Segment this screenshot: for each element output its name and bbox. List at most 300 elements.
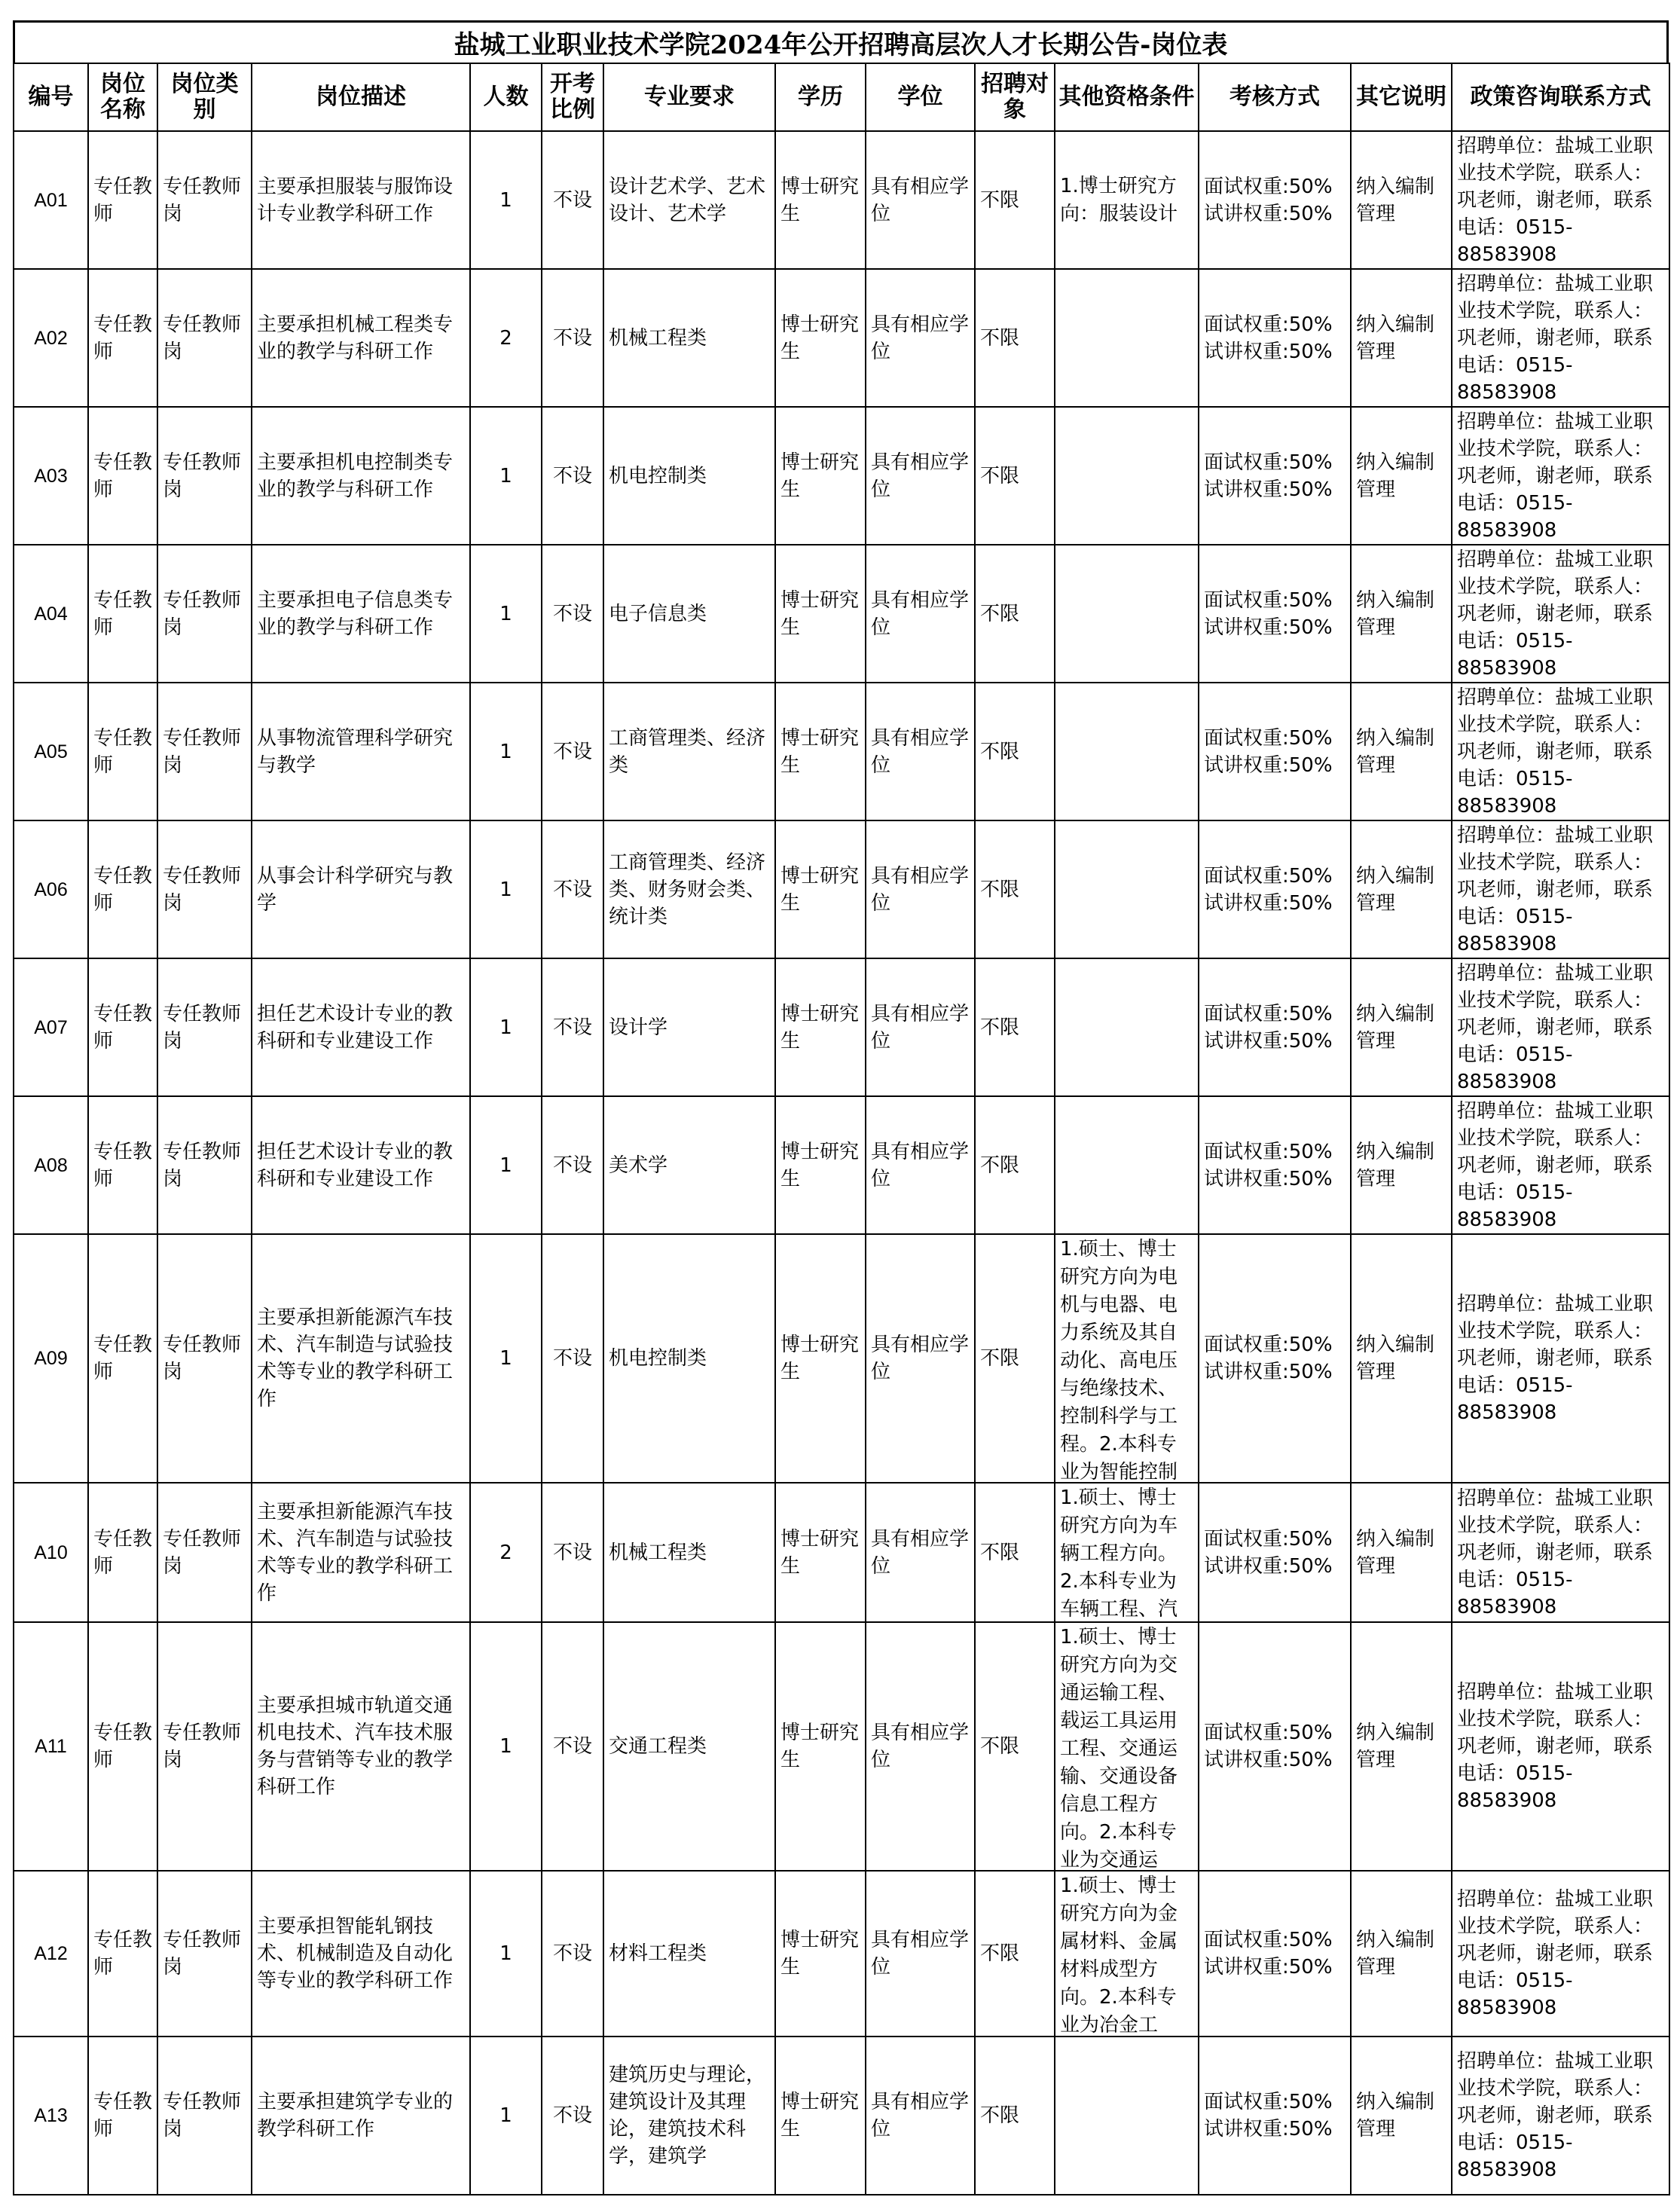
table-row	[14, 1483, 1669, 1622]
cell-edu	[775, 407, 866, 545]
major-text: 交通工程类	[609, 1735, 707, 1758]
target-text: 不限	[980, 1347, 1020, 1370]
count-text: 2	[499, 1541, 512, 1564]
note-text: 纳入编制管理	[1356, 1929, 1435, 1978]
cell-degree	[866, 683, 975, 820]
cell-edu	[775, 683, 866, 820]
code-text: A12	[34, 1943, 68, 1964]
cell-ratio	[542, 820, 603, 958]
cell-name	[88, 269, 157, 407]
note-text: 纳入编制管理	[1356, 1334, 1435, 1383]
category-text: 专任教师岗	[163, 1527, 242, 1578]
cell-target	[975, 2037, 1055, 2195]
cell-other	[1055, 1622, 1199, 1871]
cell-code	[14, 407, 88, 545]
cell-degree	[866, 1483, 975, 1622]
cell-target	[975, 131, 1055, 269]
desc-text: 主要承担电子信息类专业的教学与科研工作	[257, 588, 454, 639]
cell-other	[1055, 683, 1199, 820]
cell-category	[157, 269, 252, 407]
name-text: 专任教师	[93, 726, 152, 777]
cell-note	[1351, 407, 1452, 545]
cell-major	[603, 407, 775, 545]
cell-desc	[252, 1234, 470, 1483]
code-text: A03	[34, 465, 68, 487]
cell-ratio	[542, 131, 603, 269]
target-text: 不限	[980, 188, 1020, 212]
cell-name	[88, 2037, 157, 2195]
contact-text: 招聘单位：盐城工业职业技术学院，联系人：巩老师，谢老师，联系电话：0515-88583908	[1457, 1681, 1654, 1812]
edu-text: 博士研究生	[780, 451, 860, 501]
cell-name	[88, 1622, 157, 1871]
major-text: 设计学	[609, 1016, 668, 1039]
degree-text: 具有相应学位	[871, 588, 970, 639]
header-exam: 考核方式	[1199, 63, 1351, 131]
category-text: 专任教师岗	[163, 588, 242, 639]
degree-text: 具有相应学位	[871, 1334, 970, 1383]
header-code: 编号	[14, 63, 88, 131]
cell-ratio	[542, 1622, 603, 1871]
cell-degree	[866, 1234, 975, 1483]
cell-code	[14, 2037, 88, 2195]
contact-text: 招聘单位：盐城工业职业技术学院，联系人：巩老师，谢老师，联系电话：0515-88583908	[1457, 411, 1654, 542]
header-name: 岗位名称	[88, 63, 157, 131]
ratio-text: 不设	[552, 188, 592, 212]
cell-ratio	[542, 2037, 603, 2195]
contact-text: 招聘单位：盐城工业职业技术学院，联系人：巩老师，谢老师，联系电话：0515-88583908	[1457, 1888, 1654, 2019]
cell-ratio	[542, 545, 603, 683]
target-text: 不限	[980, 740, 1020, 763]
note-text: 纳入编制管理	[1356, 726, 1435, 777]
note-text: 纳入编制管理	[1356, 1140, 1435, 1190]
cell-target	[975, 1622, 1055, 1871]
ratio-text: 不设	[552, 878, 592, 901]
cell-code	[14, 131, 88, 269]
job-table	[13, 63, 1670, 2195]
exam-text: 面试权重:50% 试讲权重:50%	[1204, 175, 1333, 225]
contact-text: 招聘单位：盐城工业职业技术学院，联系人：巩老师，谢老师，联系电话：0515-88583908	[1457, 273, 1654, 404]
exam-text: 面试权重:50% 试讲权重:50%	[1204, 2091, 1333, 2140]
category-text: 专任教师岗	[163, 2091, 242, 2140]
cell-degree	[866, 1871, 975, 2037]
count-text: 1	[499, 2104, 512, 2127]
exam-text: 面试权重:50% 试讲权重:50%	[1204, 1527, 1333, 1578]
ratio-text: 不设	[552, 1153, 592, 1177]
cell-category	[157, 1096, 252, 1234]
cell-name	[88, 1483, 157, 1622]
table-row	[14, 958, 1669, 1096]
exam-text: 面试权重:50% 试讲权重:50%	[1204, 726, 1333, 777]
name-text: 专任教师	[93, 1140, 152, 1190]
category-text: 专任教师岗	[163, 1140, 242, 1190]
degree-text: 具有相应学位	[871, 1527, 970, 1578]
cell-edu	[775, 1871, 866, 2037]
cell-count	[470, 1871, 542, 2037]
note-text: 纳入编制管理	[1356, 1527, 1435, 1578]
note-text: 纳入编制管理	[1356, 1002, 1435, 1053]
cell-contact	[1452, 820, 1669, 958]
contact-text: 招聘单位：盐城工业职业技术学院，联系人：巩老师，谢老师，联系电话：0515-88583908	[1457, 135, 1654, 266]
cell-exam	[1199, 958, 1351, 1096]
desc-text: 从事物流管理科学研究与教学	[257, 726, 454, 777]
cell-major	[603, 131, 775, 269]
cell-major	[603, 1622, 775, 1871]
cell-category	[157, 131, 252, 269]
cell-edu	[775, 2037, 866, 2195]
cell-edu	[775, 1096, 866, 1234]
edu-text: 博士研究生	[780, 1140, 860, 1190]
desc-text: 主要承担机电控制类专业的教学与科研工作	[257, 451, 454, 501]
cell-count	[470, 131, 542, 269]
degree-text: 具有相应学位	[871, 313, 970, 363]
cell-major	[603, 545, 775, 683]
name-text: 专任教师	[93, 451, 152, 501]
table-row	[14, 1234, 1669, 1483]
cell-ratio	[542, 1096, 603, 1234]
exam-text: 面试权重:50% 试讲权重:50%	[1204, 864, 1333, 915]
cell-desc	[252, 683, 470, 820]
cell-ratio	[542, 407, 603, 545]
name-text: 专任教师	[93, 588, 152, 639]
name-text: 专任教师	[93, 1527, 152, 1578]
cell-degree	[866, 958, 975, 1096]
name-text: 专任教师	[93, 1002, 152, 1053]
header-category: 岗位类别	[157, 63, 252, 131]
cell-note	[1351, 2037, 1452, 2195]
name-text: 专任教师	[93, 1929, 152, 1978]
job-table-sheet	[13, 20, 1669, 2195]
cell-code	[14, 683, 88, 820]
major-text: 机电控制类	[609, 464, 707, 487]
cell-target	[975, 545, 1055, 683]
table-row	[14, 820, 1669, 958]
table-row	[14, 683, 1669, 820]
cell-edu	[775, 269, 866, 407]
cell-desc	[252, 2037, 470, 2195]
note-text: 纳入编制管理	[1356, 313, 1435, 363]
cell-exam	[1199, 820, 1351, 958]
note-text: 纳入编制管理	[1356, 864, 1435, 915]
cell-contact	[1452, 683, 1669, 820]
category-text: 专任教师岗	[163, 1002, 242, 1053]
cell-count	[470, 269, 542, 407]
desc-text: 主要承担城市轨道交通机电技术、汽车技术服务与营销等专业的教学科研工作	[257, 1694, 454, 1798]
ratio-text: 不设	[552, 326, 592, 350]
category-text: 专任教师岗	[163, 313, 242, 363]
note-text: 纳入编制管理	[1356, 588, 1435, 639]
name-text: 专任教师	[93, 1722, 152, 1771]
cell-code	[14, 1871, 88, 2037]
cell-other	[1055, 958, 1199, 1096]
code-text: A08	[34, 1154, 68, 1176]
table-row	[14, 131, 1669, 269]
cell-note	[1351, 131, 1452, 269]
degree-text: 具有相应学位	[871, 451, 970, 501]
cell-degree	[866, 820, 975, 958]
category-text: 专任教师岗	[163, 726, 242, 777]
cell-degree	[866, 269, 975, 407]
cell-desc	[252, 131, 470, 269]
ratio-text: 不设	[552, 1942, 592, 1965]
major-text: 机械工程类	[609, 326, 707, 350]
ratio-text: 不设	[552, 602, 592, 625]
cell-ratio	[542, 958, 603, 1096]
cell-other	[1055, 545, 1199, 683]
cell-category	[157, 1871, 252, 2037]
target-text: 不限	[980, 1942, 1020, 1965]
cell-desc	[252, 820, 470, 958]
cell-name	[88, 820, 157, 958]
cell-major	[603, 820, 775, 958]
cell-exam	[1199, 683, 1351, 820]
cell-target	[975, 1871, 1055, 2037]
target-text: 不限	[980, 326, 1020, 350]
category-text: 专任教师岗	[163, 1334, 242, 1383]
cell-edu	[775, 958, 866, 1096]
cell-major	[603, 2037, 775, 2195]
cell-count	[470, 545, 542, 683]
cell-major	[603, 269, 775, 407]
note-text: 纳入编制管理	[1356, 451, 1435, 501]
cell-contact	[1452, 1096, 1669, 1234]
count-text: 1	[499, 878, 512, 901]
count-text: 1	[499, 1153, 512, 1177]
table-row	[14, 1871, 1669, 2037]
degree-text: 具有相应学位	[871, 1929, 970, 1978]
cell-note	[1351, 1096, 1452, 1234]
note-text: 纳入编制管理	[1356, 1722, 1435, 1771]
count-text: 1	[499, 1347, 512, 1370]
edu-text: 博士研究生	[780, 588, 860, 639]
degree-text: 具有相应学位	[871, 726, 970, 777]
edu-text: 博士研究生	[780, 313, 860, 363]
cell-count	[470, 1234, 542, 1483]
major-text: 美术学	[609, 1153, 668, 1177]
category-text: 专任教师岗	[163, 864, 242, 915]
other-text: 1.硕士、博士研究方向为交通运输工程、载运工具运用工程、交通运输、交通设备信息工程方向。2.本科专业为交通运	[1060, 1626, 1178, 1869]
target-text: 不限	[980, 1735, 1020, 1758]
table-row	[14, 1096, 1669, 1234]
cell-exam	[1199, 1483, 1351, 1622]
cell-contact	[1452, 269, 1669, 407]
other-text: 1.硕士、博士研究方向为金属材料、金属材料成型方向。2.本科专业为冶金工	[1060, 1875, 1178, 2035]
edu-text: 博士研究生	[780, 1929, 860, 1978]
cell-code	[14, 1622, 88, 1871]
cell-target	[975, 820, 1055, 958]
cell-exam	[1199, 131, 1351, 269]
code-text: A05	[34, 741, 68, 762]
cell-desc	[252, 407, 470, 545]
ratio-text: 不设	[552, 1347, 592, 1370]
cell-edu	[775, 545, 866, 683]
code-text: A02	[34, 327, 68, 349]
category-text: 专任教师岗	[163, 1929, 242, 1978]
contact-text: 招聘单位：盐城工业职业技术学院，联系人：巩老师，谢老师，联系电话：0515-88583908	[1457, 824, 1654, 955]
edu-text: 博士研究生	[780, 175, 860, 225]
contact-text: 招聘单位：盐城工业职业技术学院，联系人：巩老师，谢老师，联系电话：0515-88583908	[1457, 962, 1654, 1093]
cell-count	[470, 1622, 542, 1871]
name-text: 专任教师	[93, 2091, 152, 2140]
cell-code	[14, 1483, 88, 1622]
edu-text: 博士研究生	[780, 2091, 860, 2140]
cell-edu	[775, 820, 866, 958]
cell-category	[157, 958, 252, 1096]
header-other: 其他资格条件	[1055, 63, 1199, 131]
count-text: 1	[499, 188, 512, 212]
degree-text: 具有相应学位	[871, 864, 970, 915]
exam-text: 面试权重:50% 试讲权重:50%	[1204, 1722, 1333, 1771]
table-header-row	[14, 63, 1669, 131]
exam-text: 面试权重:50% 试讲权重:50%	[1204, 1334, 1333, 1383]
target-text: 不限	[980, 2104, 1020, 2127]
count-text: 1	[499, 1735, 512, 1758]
cell-degree	[866, 2037, 975, 2195]
contact-text: 招聘单位：盐城工业职业技术学院，联系人：巩老师，谢老师，联系电话：0515-88583908	[1457, 686, 1654, 817]
cell-name	[88, 131, 157, 269]
edu-text: 博士研究生	[780, 864, 860, 915]
category-text: 专任教师岗	[163, 1722, 242, 1771]
cell-desc	[252, 1483, 470, 1622]
cell-code	[14, 269, 88, 407]
cell-other	[1055, 269, 1199, 407]
count-text: 1	[499, 1942, 512, 1965]
cell-major	[603, 1234, 775, 1483]
code-text: A10	[34, 1542, 68, 1563]
cell-name	[88, 545, 157, 683]
cell-code	[14, 1234, 88, 1483]
major-text: 机电控制类	[609, 1347, 707, 1370]
cell-name	[88, 683, 157, 820]
count-text: 2	[499, 326, 512, 350]
code-text: A07	[34, 1016, 68, 1038]
cell-major	[603, 683, 775, 820]
header-ratio: 开考比例	[542, 63, 603, 131]
cell-note	[1351, 1871, 1452, 2037]
header-contact: 政策咨询联系方式	[1452, 63, 1669, 131]
exam-text: 面试权重:50% 试讲权重:50%	[1204, 1002, 1333, 1053]
header-desc: 岗位描述	[252, 63, 470, 131]
category-text: 专任教师岗	[163, 175, 242, 225]
cell-other	[1055, 1871, 1199, 2037]
cell-note	[1351, 1622, 1452, 1871]
cell-target	[975, 407, 1055, 545]
other-text: 1.硕士、博士研究方向为车辆工程方向。2.本科专业为车辆工程、汽	[1060, 1487, 1178, 1621]
desc-text: 担任艺术设计专业的教科研和专业建设工作	[257, 1002, 454, 1053]
cell-ratio	[542, 1483, 603, 1622]
major-text: 工商管理类、经济类	[609, 726, 766, 777]
degree-text: 具有相应学位	[871, 2091, 970, 2140]
cell-note	[1351, 269, 1452, 407]
cell-category	[157, 1234, 252, 1483]
cell-target	[975, 1234, 1055, 1483]
contact-text: 招聘单位：盐城工业职业技术学院，联系人：巩老师，谢老师，联系电话：0515-88583908	[1457, 2050, 1654, 2181]
cell-target	[975, 1483, 1055, 1622]
code-text: A01	[34, 189, 68, 211]
code-text: A04	[34, 603, 68, 625]
degree-text: 具有相应学位	[871, 1002, 970, 1053]
cell-category	[157, 407, 252, 545]
degree-text: 具有相应学位	[871, 1722, 970, 1771]
note-text: 纳入编制管理	[1356, 2091, 1435, 2140]
cell-desc	[252, 958, 470, 1096]
cell-edu	[775, 1234, 866, 1483]
cell-note	[1351, 545, 1452, 683]
code-text: A06	[34, 878, 68, 900]
desc-text: 从事会计科学研究与教学	[257, 864, 454, 915]
note-text: 纳入编制管理	[1356, 175, 1435, 225]
cell-ratio	[542, 269, 603, 407]
cell-desc	[252, 1622, 470, 1871]
cell-major	[603, 958, 775, 1096]
cell-count	[470, 1483, 542, 1622]
cell-contact	[1452, 131, 1669, 269]
page-title: 盐城工业职业技术学院2024年公开招聘高层次人才长期公告-岗位表	[13, 20, 1669, 63]
cell-target	[975, 1096, 1055, 1234]
major-text: 机械工程类	[609, 1541, 707, 1564]
table-row	[14, 2037, 1669, 2195]
cell-count	[470, 1096, 542, 1234]
cell-desc	[252, 545, 470, 683]
desc-text: 主要承担新能源汽车技术、汽车制造与试验技术等专业的教学科研工作	[257, 1306, 454, 1410]
edu-text: 博士研究生	[780, 1334, 860, 1383]
cell-degree	[866, 131, 975, 269]
header-target: 招聘对象	[975, 63, 1055, 131]
cell-category	[157, 820, 252, 958]
edu-text: 博士研究生	[780, 726, 860, 777]
count-text: 1	[499, 740, 512, 763]
cell-ratio	[542, 683, 603, 820]
major-text: 材料工程类	[609, 1942, 707, 1965]
cell-name	[88, 1234, 157, 1483]
cell-contact	[1452, 2037, 1669, 2195]
cell-target	[975, 958, 1055, 1096]
ratio-text: 不设	[552, 464, 592, 487]
cell-count	[470, 407, 542, 545]
cell-code	[14, 958, 88, 1096]
cell-major	[603, 1871, 775, 2037]
header-degree: 学位	[866, 63, 975, 131]
cell-code	[14, 1096, 88, 1234]
cell-exam	[1199, 1622, 1351, 1871]
cell-other	[1055, 1234, 1199, 1483]
count-text: 1	[499, 1016, 512, 1039]
cell-major	[603, 1483, 775, 1622]
header-note: 其它说明	[1351, 63, 1452, 131]
cell-contact	[1452, 1483, 1669, 1622]
exam-text: 面试权重:50% 试讲权重:50%	[1204, 1140, 1333, 1190]
other-text: 1.博士研究方向：服装设计	[1060, 174, 1178, 225]
ratio-text: 不设	[552, 1735, 592, 1758]
cell-other	[1055, 1483, 1199, 1622]
count-text: 1	[499, 602, 512, 625]
cell-ratio	[542, 1871, 603, 2037]
name-text: 专任教师	[93, 175, 152, 225]
cell-note	[1351, 1483, 1452, 1622]
target-text: 不限	[980, 464, 1020, 487]
major-text: 建筑历史与理论，建筑设计及其理论，建筑技术科学，建筑学	[609, 2064, 766, 2168]
name-text: 专任教师	[93, 313, 152, 363]
name-text: 专任教师	[93, 864, 152, 915]
cell-other	[1055, 1096, 1199, 1234]
contact-text: 招聘单位：盐城工业职业技术学院，联系人：巩老师，谢老师，联系电话：0515-88583908	[1457, 1487, 1654, 1618]
cell-category	[157, 1483, 252, 1622]
target-text: 不限	[980, 1016, 1020, 1039]
target-text: 不限	[980, 878, 1020, 901]
cell-contact	[1452, 407, 1669, 545]
count-text: 1	[499, 464, 512, 487]
header-edu: 学历	[775, 63, 866, 131]
desc-text: 主要承担服装与服饰设计专业教学科研工作	[257, 175, 454, 225]
